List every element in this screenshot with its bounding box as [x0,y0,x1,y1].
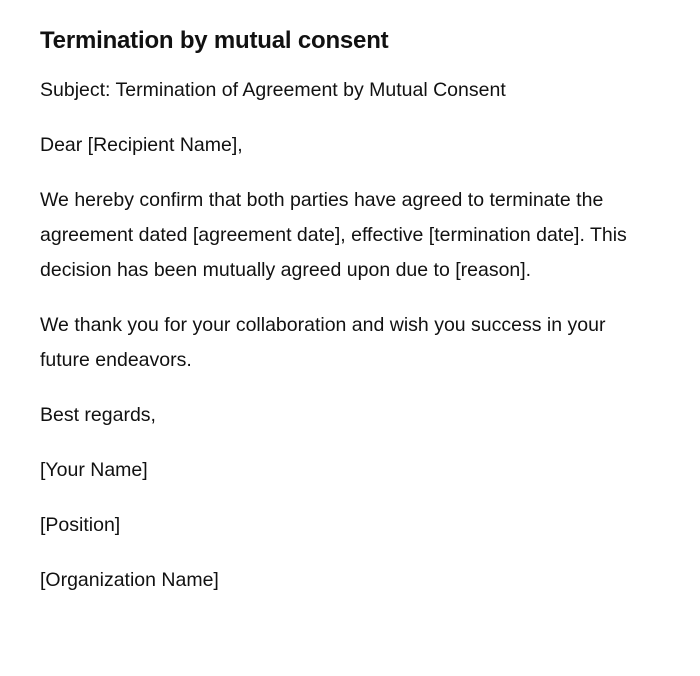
document-title: Termination by mutual consent [40,27,389,54]
sender-organization: [Organization Name] [40,569,219,591]
salutation: Dear [Recipient Name], [40,134,243,156]
subject-line: Subject: Termination of Agreement by Mutual Consent [40,79,506,101]
body-paragraph-1: We hereby confirm that both parties have agreed to terminate the agreement dated [agreement date], effective [termination date]. This decision has been mutually agreed upon due to [reason]. [40,189,627,281]
body-paragraph-2: We thank you for your collaboration and wish you success in your future endeavors. [40,314,606,371]
closing: Best regards, [40,404,156,426]
sender-name: [Your Name] [40,459,148,481]
sender-position: [Position] [40,514,121,536]
